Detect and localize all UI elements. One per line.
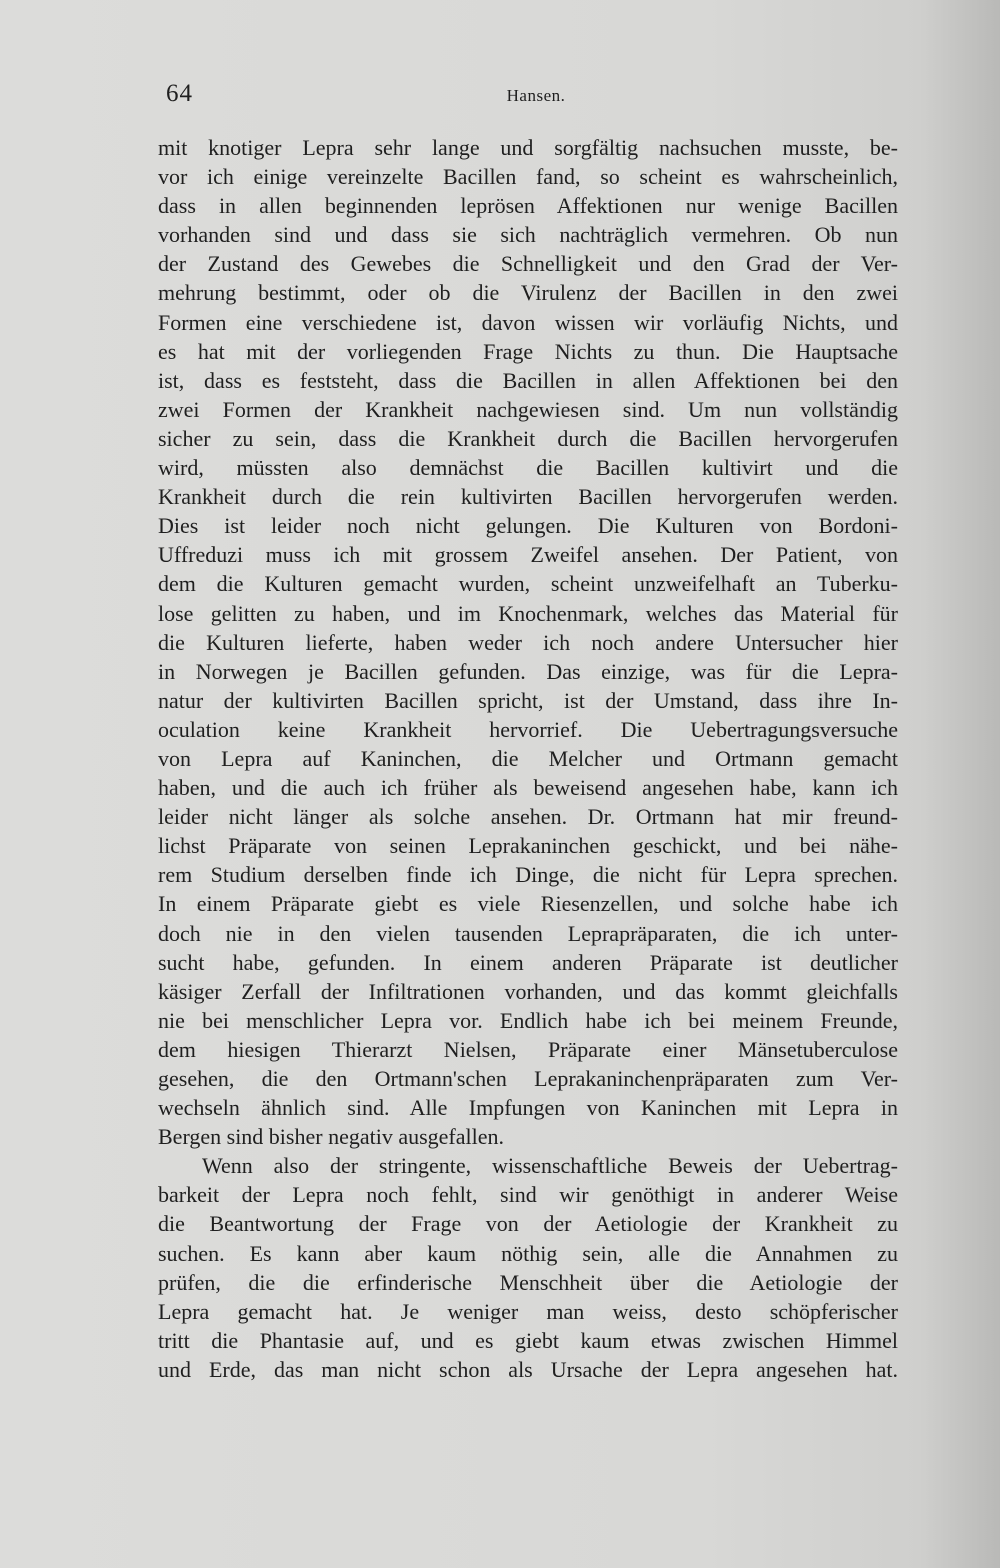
text-line: die Beantwortung der Frage von der Aetiologie der Krankheit zu: [158, 1211, 898, 1237]
text-line: die Kulturen lieferte, haben weder ich noch andere Untersucher hier: [158, 629, 898, 655]
text-line: lose gelitten zu haben, und im Knochenmark, welches das Material für: [158, 600, 898, 626]
text-line: von Lepra auf Kaninchen, die Melcher und Ortmann gemacht: [158, 745, 898, 771]
text-line: käsiger Zerfall der Infiltrationen vorhanden, und das kommt gleichfalls: [158, 978, 898, 1004]
text-line: Uffreduzi muss ich mit grossem Zweifel ansehen. Der Patient, von: [158, 542, 898, 568]
text-line: es hat mit der vorliegenden Frage Nichts zu thun. Die Hauptsache: [158, 338, 898, 364]
text-line: vor ich einige vereinzelte Bacillen fand, so scheint es wahrscheinlich,: [158, 164, 898, 190]
text-line: Wenn also der stringente, wissenschaftliche Beweis der Uebertrag-: [202, 1153, 898, 1179]
text-line: tritt die Phantasie auf, und es giebt kaum etwas zwischen Himmel: [158, 1327, 898, 1353]
text-line: Krankheit durch die rein kultivirten Bacillen hervorgerufen werden.: [158, 484, 898, 510]
text-line: mehrung bestimmt, oder ob die Virulenz der Bacillen in den zwei: [158, 280, 898, 306]
page-number: 64: [166, 80, 193, 107]
text-line: gesehen, die den Ortmann'schen Leprakaninchenpräparaten zum Ver-: [158, 1066, 898, 1091]
text-line: nie bei menschlicher Lepra vor. Endlich habe ich bei meinem Freunde,: [158, 1007, 898, 1033]
text-line: in Norwegen je Bacillen gefunden. Das einzige, was für die Lepra-: [158, 658, 898, 684]
text-line: sicher zu sein, dass die Krankheit durch die Bacillen hervorgerufen: [158, 425, 898, 451]
body-text: [158, 133, 898, 1384]
page-header: [166, 80, 906, 114]
paragraph-2: [158, 1151, 898, 1384]
text-line: leider nicht länger als solche ansehen. Dr. Ortmann hat mir freund-: [158, 804, 898, 830]
text-line: wird, müssten also demnächst die Bacillen kultivirt und die: [158, 455, 898, 481]
text-line: Bergen sind bisher negativ ausgefallen.: [158, 1124, 504, 1150]
text-line: der Zustand des Gewebes die Schnelligkeit und den Grad der Ver-: [158, 251, 898, 277]
text-line: In einem Präparate giebt es viele Riesenzellen, und solche habe ich: [158, 891, 898, 917]
text-line: mit knotiger Lepra sehr lange und sorgfältig nachsuchen musste, be-: [158, 135, 898, 160]
text-line: rem Studium derselben finde ich Dinge, die nicht für Lepra sprechen.: [158, 862, 898, 888]
text-line: ist, dass es feststeht, dass die Bacillen in allen Affektionen bei den: [158, 367, 898, 393]
text-line: vorhanden sind und dass sie sich nachträglich vermehren. Ob nun: [158, 222, 898, 248]
text-line: Dies ist leider noch nicht gelungen. Die Kulturen von Bordoni-: [158, 513, 898, 539]
text-line: doch nie in den vielen tausenden Leprapräparaten, die ich unter-: [158, 920, 898, 946]
paragraph-1: [158, 133, 898, 1151]
text-line: oculation keine Krankheit hervorrief. Die Uebertragungsversuche: [158, 716, 898, 742]
text-line: dass in allen beginnenden leprösen Affektionen nur wenige Bacillen: [158, 193, 898, 219]
text-line: natur der kultivirten Bacillen spricht, ist der Umstand, dass ihre In-: [158, 687, 898, 713]
text-line: dem die Kulturen gemacht wurden, scheint unzweifelhaft an Tuberku-: [158, 571, 898, 597]
running-head: Hansen.: [506, 86, 566, 105]
text-line: haben, und die auch ich früher als beweisend angesehen habe, kann ich: [158, 775, 898, 801]
text-line: zwei Formen der Krankheit nachgewiesen sind. Um nun vollständig: [158, 396, 898, 422]
text-line: Lepra gemacht hat. Je weniger man weiss, desto schöpferischer: [158, 1298, 898, 1324]
text-line: barkeit der Lepra noch fehlt, sind wir genöthigt in anderer Weise: [158, 1182, 898, 1208]
text-line: lichst Präparate von seinen Leprakaninchen geschickt, und bei nähe-: [158, 833, 898, 859]
text-line: prüfen, die die erfinderische Menschheit über die Aetiologie der: [158, 1269, 898, 1295]
text-line: wechseln ähnlich sind. Alle Impfungen von Kaninchen mit Lepra in: [158, 1095, 898, 1121]
text-line: sucht habe, gefunden. In einem anderen Präparate ist deutlicher: [158, 949, 898, 975]
text-line: dem hiesigen Thierarzt Nielsen, Präparate einer Mänsetuberculose: [158, 1036, 898, 1062]
text-line: und Erde, das man nicht schon als Ursache der Lepra angesehen hat.: [158, 1356, 898, 1382]
text-line: suchen. Es kann aber kaum nöthig sein, alle die Annahmen zu: [158, 1240, 898, 1266]
text-line: Formen eine verschiedene ist, davon wissen wir vorläufig Nichts, und: [158, 309, 898, 335]
